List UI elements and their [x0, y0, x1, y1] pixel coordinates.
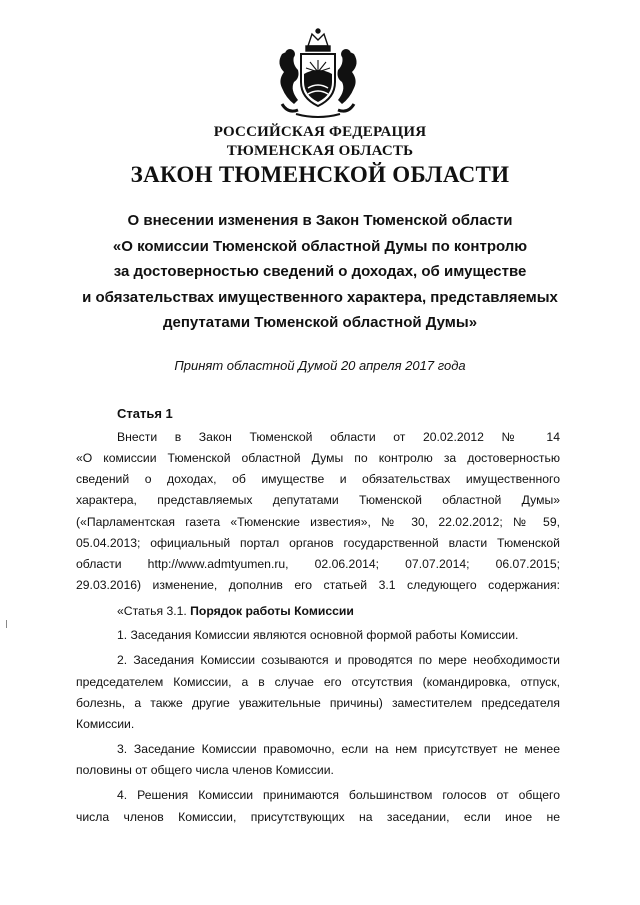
scan-margin-mark — [6, 620, 7, 628]
new-article-prefix: «Статья 3.1. — [117, 604, 187, 618]
clause-line: 3. Заседание Комиссии правомочно, если на нем присутствует не менее — [117, 742, 560, 756]
clause-line: Комиссии. — [76, 717, 135, 731]
coat-of-arms-emblem — [268, 24, 368, 124]
adoption-date-note: Принят областной Думой 20 апреля 2017 года — [174, 358, 466, 373]
article-line: 05.04.2013; официальный портал органов государственной власти Тюменской — [76, 536, 560, 550]
article-heading: Статья 1 — [117, 406, 173, 421]
new-article-heading — [76, 604, 560, 618]
subtitle-line: О внесении изменения в Закон Тюменской области — [127, 212, 513, 229]
country-name: РОССИЙСКАЯ ФЕДЕРАЦИЯ — [213, 124, 427, 140]
law-subtitle — [60, 208, 580, 336]
law-title: ЗАКОН ТЮМЕНСКОЙ ОБЛАСТИ — [130, 162, 510, 187]
article-line: области http://www.admtyumen.ru, 02.06.2014; 07.07.2014; 06.07.2015; — [76, 557, 560, 571]
article-line: («Парламентская газета «Тюменские известия», № 30, 22.02.2012; № 59, — [76, 515, 560, 529]
clause-line: 1. Заседания Комиссии являются основной формой работы Комиссии. — [117, 628, 519, 642]
article-line: 29.03.2016) изменение, дополнив его статьей 3.1 следующего содержания: — [76, 578, 560, 592]
subtitle-line: «О комиссии Тюменской областной Думы по контролю — [112, 237, 528, 255]
region-name: ТЮМЕНСКАЯ ОБЛАСТЬ — [226, 143, 414, 159]
clause-line: болезнь, а также другие уважительные причины) заместителем председателя — [76, 696, 560, 710]
article-line: «О комиссии Тюменской областной Думы по контролю за достоверностью — [76, 451, 560, 465]
subtitle-line: и обязательствах имущественного характера, представляемых — [82, 288, 558, 306]
subtitle-line: за достоверностью сведений о доходах, об имуществе — [113, 263, 527, 281]
clause-line: числа членов Комиссии, присутствующих на заседании, если иное не — [76, 810, 560, 824]
article-line: характера, представляемых депутатами Тюменской областной Думы» — [76, 493, 560, 507]
clause-line: половины от общего числа членов Комиссии. — [76, 763, 334, 777]
clause-line: 4. Решения Комиссии принимаются большинством голосов от общего — [117, 788, 560, 802]
article-line: Внести в Закон Тюменской области от 20.02.2012 № 14 — [117, 430, 560, 444]
clause-line: 2. Заседания Комиссии созываются и проводятся по мере необходимости — [117, 653, 560, 667]
subtitle-line: депутатами Тюменской областной Думы» — [162, 314, 478, 332]
clause-line: председателем Комиссии, а в случае его отсутствия (командировка, отпуск, — [76, 675, 560, 689]
new-article-title: Порядок работы Комиссии — [190, 604, 354, 618]
article-line: сведений о доходах, об имуществе и обязательствах имущественного — [76, 472, 560, 486]
